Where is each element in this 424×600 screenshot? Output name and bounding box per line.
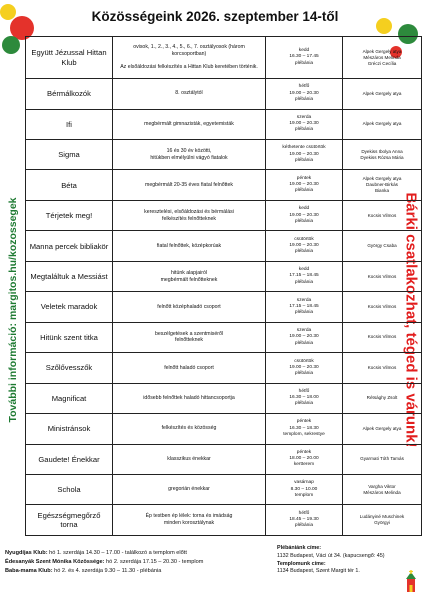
table-row: [26, 140, 422, 170]
community-description: Ép testben ép lélek: torna és imádság minden korosztálynak: [113, 505, 266, 536]
table-row: [26, 37, 422, 79]
community-description: hitünk alapjairól megbérmált felnőtteknek: [113, 261, 266, 291]
community-leader: Kocsis Vilmos: [343, 353, 422, 383]
community-leader: Kocsis Vilmos: [343, 200, 422, 230]
community-time: hétfő 16.30 – 18.00 plébánia: [266, 383, 343, 413]
community-description: 16 és 30 év közötti, hitükben elmélyülni vágyó fiatalok: [113, 140, 266, 170]
footer-event: Baba-mama Klub: hó 2. és 4. szerdája 9.30 – 11.30 - plébánia: [5, 568, 162, 575]
decor-circle-yellow-right: [376, 18, 392, 34]
community-time: kedd 17.15 – 18.45 plébánia: [266, 261, 343, 291]
community-leader: Alpek Gergely atya: [343, 109, 422, 139]
church-address-label: Templomunk címe:: [277, 560, 326, 567]
decor-circle-green: [2, 36, 20, 54]
communities-table: [25, 36, 422, 536]
table-row: [26, 322, 422, 352]
community-time: hétfő 19.00 – 20.30 plébánia: [266, 79, 343, 109]
community-leader: Dyekiss Ibolya Anna Dyekiss Rózsa Mária: [343, 140, 422, 170]
community-leader: Alpek Gergely atya: [343, 79, 422, 109]
footer-addresses: [277, 545, 407, 576]
community-time: kedd 19.00 – 20.30 plébánia: [266, 200, 343, 230]
community-leader: Kocsis Vilmos: [343, 292, 422, 322]
church-address: 1134 Budapest, Szent Margit tér 1.: [277, 568, 360, 575]
footer-event: Nyugdíjas Klub: hó 1. szerdája 14.30 – 17.00 - találkozó a templom előtt: [5, 550, 187, 556]
parish-address-label: Plébániánk címe:: [277, 545, 322, 551]
table-row: [26, 474, 422, 504]
community-name: Veletek maradok: [26, 292, 113, 322]
community-leader: Kocsis Vilmos: [343, 261, 422, 291]
community-time: péntek 19.00 – 20.30 plébánia: [266, 170, 343, 200]
community-name: Béta: [26, 170, 113, 200]
community-name: Gaudete! Énekkar: [26, 444, 113, 474]
community-leader: Gyarmati Tóth Tamás: [343, 444, 422, 474]
community-description: felnőtt haladó csoport: [113, 353, 266, 383]
side-slogan-text: Bárki csatlakozhat, téged is várunk!: [402, 192, 420, 448]
community-leader: Ludányiné Muschinek Györgyi: [343, 505, 422, 536]
table-row: [26, 383, 422, 413]
community-leader: Alpek Gergely atya Mészáros Melinda Gréczi Cecília: [343, 37, 422, 79]
table-row: [26, 505, 422, 536]
footer-events: [5, 549, 275, 577]
community-time: kéthetente csütörtök 19.00 – 20.30 plébánia: [266, 140, 343, 170]
decor-circle-yellow: [0, 4, 16, 20]
community-time: péntek 16.30 – 18.30 templom, sekrestye: [266, 414, 343, 444]
community-name: Hitünk szent titka: [26, 322, 113, 352]
table-row: [26, 109, 422, 139]
community-time: szerda 17.15 – 18.45 plébánia: [266, 292, 343, 322]
side-info-text: További információ: margitos.hu/kozossegek: [7, 197, 19, 423]
community-name: Manna percek bibliakör: [26, 231, 113, 261]
community-description: ovisok, 1., 2., 3., 4., 5., 6., 7. osztályosok (három korcsoportban) Az elsőáldozási felkészítés a Hittan Klub keretében történik.: [113, 37, 266, 79]
table-row: [26, 231, 422, 261]
community-time: kedd 16.30 – 17.45 plébánia: [266, 37, 343, 79]
community-name: Együtt Jézussal Hittan Klub: [26, 37, 113, 79]
community-time: csütörtök 19.00 – 20.30 plébánia: [266, 353, 343, 383]
community-name: Ministránsok: [26, 414, 113, 444]
community-time: hétfő 18.45 – 19.30 plébánia: [266, 505, 343, 536]
table-row: [26, 200, 422, 230]
community-leader: Alpek Gergely atya: [343, 414, 422, 444]
table-row: [26, 170, 422, 200]
community-name: Sigma: [26, 140, 113, 170]
parish-address: 1132 Budapest, Váci út 34. (kapucsengő: 45): [277, 552, 385, 559]
community-description: keresztelési, elsőáldozási és bérmálási felkészítés felnőtteknek: [113, 200, 266, 230]
community-description: gregorián énekkar: [113, 474, 266, 504]
side-info-left: [3, 100, 23, 520]
community-description: fiatal felnőttek, középkorúak: [113, 231, 266, 261]
community-name: Bérmálkozók: [26, 79, 113, 109]
community-description: felkészítés és közösség: [113, 414, 266, 444]
community-description: klasszikus énekkar: [113, 444, 266, 474]
community-leader: Vargha Viktor Mészáros Melinda: [343, 474, 422, 504]
community-description: felnőtt középhaladó csoport: [113, 292, 266, 322]
community-leader: Kocsis Vilmos: [343, 322, 422, 352]
table-row: [26, 414, 422, 444]
community-name: Egészségmegőrző torna: [26, 505, 113, 536]
community-name: Szőlővesszők: [26, 353, 113, 383]
community-time: csütörtök 19.00 – 20.30 plébánia: [266, 231, 343, 261]
community-leader: Rétsághy Zsolt: [343, 383, 422, 413]
community-name: Magnificat: [26, 383, 113, 413]
community-name: Megtaláltuk a Messiást: [26, 261, 113, 291]
community-description: 8. osztálytól: [113, 79, 266, 109]
church-logo-icon: [404, 570, 418, 592]
table-row: [26, 79, 422, 109]
community-name: Schola: [26, 474, 113, 504]
community-time: péntek 18.00 – 20.00 kertterem: [266, 444, 343, 474]
community-leader: Alpek Gergely atya Daubner-Birkás Bianka: [343, 170, 422, 200]
page-title: Közösségeink 2026. szeptember 14-től: [91, 9, 339, 24]
community-time: szerda 19.00 – 20.30 plébánia: [266, 322, 343, 352]
table-row: [26, 353, 422, 383]
community-leader: György Csaba: [343, 231, 422, 261]
community-description: megbérmált 20-35 éves fiatal felnőttek: [113, 170, 266, 200]
community-description: beszélgetések a szentmiséről felnőtteknek: [113, 322, 266, 352]
community-time: szerda 19.00 – 20.30 plébánia: [266, 109, 343, 139]
footer-event: Édesanyák Szent Mónika Közössége: hó 2. szerdája 17.15 – 20.30 - templom: [5, 559, 204, 566]
table-row: [26, 292, 422, 322]
table-row: [26, 261, 422, 291]
community-name: Térjetek meg!: [26, 200, 113, 230]
community-name: Ifi: [26, 109, 113, 139]
community-time: vasárnap 8.30 – 10.00 templom: [266, 474, 343, 504]
table-row: [26, 444, 422, 474]
community-description: idősebb felnőttek haladó hittancsoportja: [113, 383, 266, 413]
community-description: megbérmált gimnazisták, egyetemisták: [113, 109, 266, 139]
